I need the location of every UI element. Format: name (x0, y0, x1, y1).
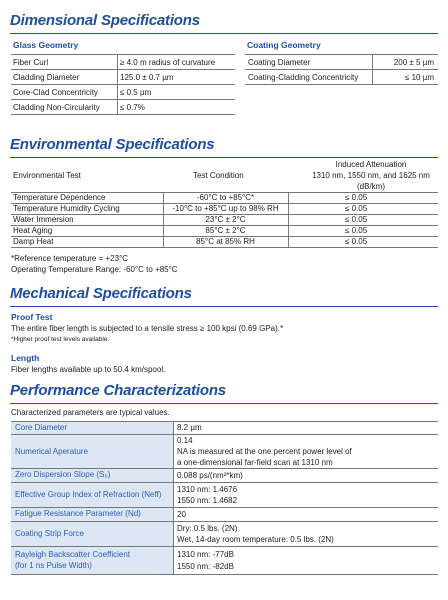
perf-row-value: 8.2 µm (177, 423, 202, 432)
perf-row-label: Effective Group Index of Refraction (Neff) (11, 483, 173, 507)
env-row-condition: -60°C to +85°C* (196, 193, 255, 202)
performance-title: Performance Characterizations (10, 382, 226, 399)
perf-row-value: 0.14 (177, 436, 193, 445)
proof-test-title: Proof Test (11, 312, 53, 322)
env-row-value: ≤ 0.05 (345, 193, 368, 202)
perf-row-value: 20 (177, 510, 186, 519)
performance-intro: Characterized parameters are typical values. (11, 408, 170, 417)
glass-table-top (11, 54, 235, 55)
operating-range-note: Operating Temperature Range: -60°C to +85°C (11, 265, 178, 274)
glass-row-value: ≤ 0.5 µm (120, 88, 152, 97)
perf-row-value: 1310 nm: -77dB (177, 550, 234, 559)
env-row-test: Temperature Dependence (13, 193, 106, 202)
coating-row-value: ≤ 10 µm (404, 73, 434, 82)
env-row-condition: -10°C to +85°C up to 98% RH (172, 204, 279, 213)
glass-row-label: Fiber Curl (13, 58, 49, 67)
perf-row-value: 1310 nm: 1.4676 (177, 485, 238, 494)
col-header-test: Environmental Test (13, 171, 81, 180)
perf-row-label: Numerical Aperature (11, 435, 173, 468)
glass-row-value: 125.0 ± 0.7 µm (120, 73, 174, 82)
length-title: Length (11, 353, 40, 363)
perf-row-value: NA is measured at the one percent power level of (177, 447, 352, 456)
dimensional-rule (10, 33, 438, 34)
glass-row-label: Cladding Non-Circularity (13, 103, 100, 112)
coating-row-label: Coating-Cladding Concentricity (248, 73, 359, 82)
perf-row-label: Core Diameter (11, 422, 173, 434)
reference-temperature-note: *Reference temperature = +23°C (11, 254, 129, 263)
mechanical-rule (10, 306, 438, 307)
perf-row-label (11, 547, 173, 574)
glass-row-value: ≤ 0.7% (120, 103, 145, 112)
env-row-test: Damp Heat (13, 237, 54, 246)
perf-row-label: Coating Strip Force (11, 522, 173, 546)
perf-row-value: Dry: 0.5 lbs. (2N) (177, 524, 238, 533)
col-header-wavelengths: 1310 nm, 1550 nm, and 1625 nm (312, 171, 430, 180)
glass-row-label: Core-Clad Concentricity (13, 88, 98, 97)
env-row-condition: 85°C ± 2°C (205, 226, 246, 235)
perf-row-value: 1550 nm: -82dB (177, 562, 234, 571)
perf-row-value: 0.088 ps/(nm²*km) (177, 471, 243, 480)
env-row-value: ≤ 0.05 (345, 226, 368, 235)
perf-row-value: 1550 nm: 1.4682 (177, 496, 238, 505)
perf-row-label: Fatigue Resistance Parameter (Nd) (11, 508, 173, 521)
coating-geometry-title: Coating Geometry (247, 40, 321, 50)
mechanical-title: Mechanical Specifications (10, 285, 192, 302)
length-text: Fiber lengths available up to 50.4 km/spool. (11, 365, 166, 374)
perf-row-label-line2: (for 1 ns Pulse Width) (15, 561, 92, 570)
env-row-test: Temperature Humidity Cycling (13, 204, 120, 213)
env-row-test: Heat Aging (13, 226, 53, 235)
environmental-title: Environmental Specifications (10, 136, 215, 153)
env-row-test: Water Immersion (13, 215, 74, 224)
glass-row-value: ≥ 4.0 m radius of curvature (120, 58, 216, 67)
col-header-condition: Test Condition (193, 171, 244, 180)
coating-row-value: 200 ± 5 µm (393, 58, 434, 67)
coating-table-top (245, 54, 438, 55)
coating-row-label: Coating Diameter (248, 58, 311, 67)
col-header-units: (dB/km) (357, 182, 385, 191)
env-row-value: ≤ 0.05 (345, 237, 368, 246)
environmental-rule (10, 157, 438, 158)
env-row-value: ≤ 0.05 (345, 204, 368, 213)
glass-geometry-title: Glass Geometry (13, 40, 79, 50)
proof-test-note: *Higher proof test levels available. (11, 336, 110, 343)
env-row-value: ≤ 0.05 (345, 215, 368, 224)
perf-row-label-line1: Rayleigh Backscatter Coefficient (15, 550, 131, 559)
perf-row-value: a one-dimensional far-field scan at 1310 nm (177, 458, 333, 467)
perf-row-value: Wet, 14-day room temperature: 0.5 lbs. (2N) (177, 535, 334, 544)
proof-test-text: The entire fiber length is subjected to a tensile stress ≥ 100 kpsi (0.69 GPa).* (11, 324, 284, 333)
dimensional-title: Dimensional Specifications (10, 12, 200, 29)
performance-rule (10, 403, 438, 404)
glass-row-label: Cladding Diameter (13, 73, 80, 82)
env-row-condition: 23°C ± 2°C (205, 215, 246, 224)
env-row-condition: 85°C at 85% RH (196, 237, 255, 246)
col-header-attenuation: Induced Attenuation (335, 160, 407, 169)
perf-row-label: Zero Dispersion Slope (S₀) (11, 469, 173, 482)
